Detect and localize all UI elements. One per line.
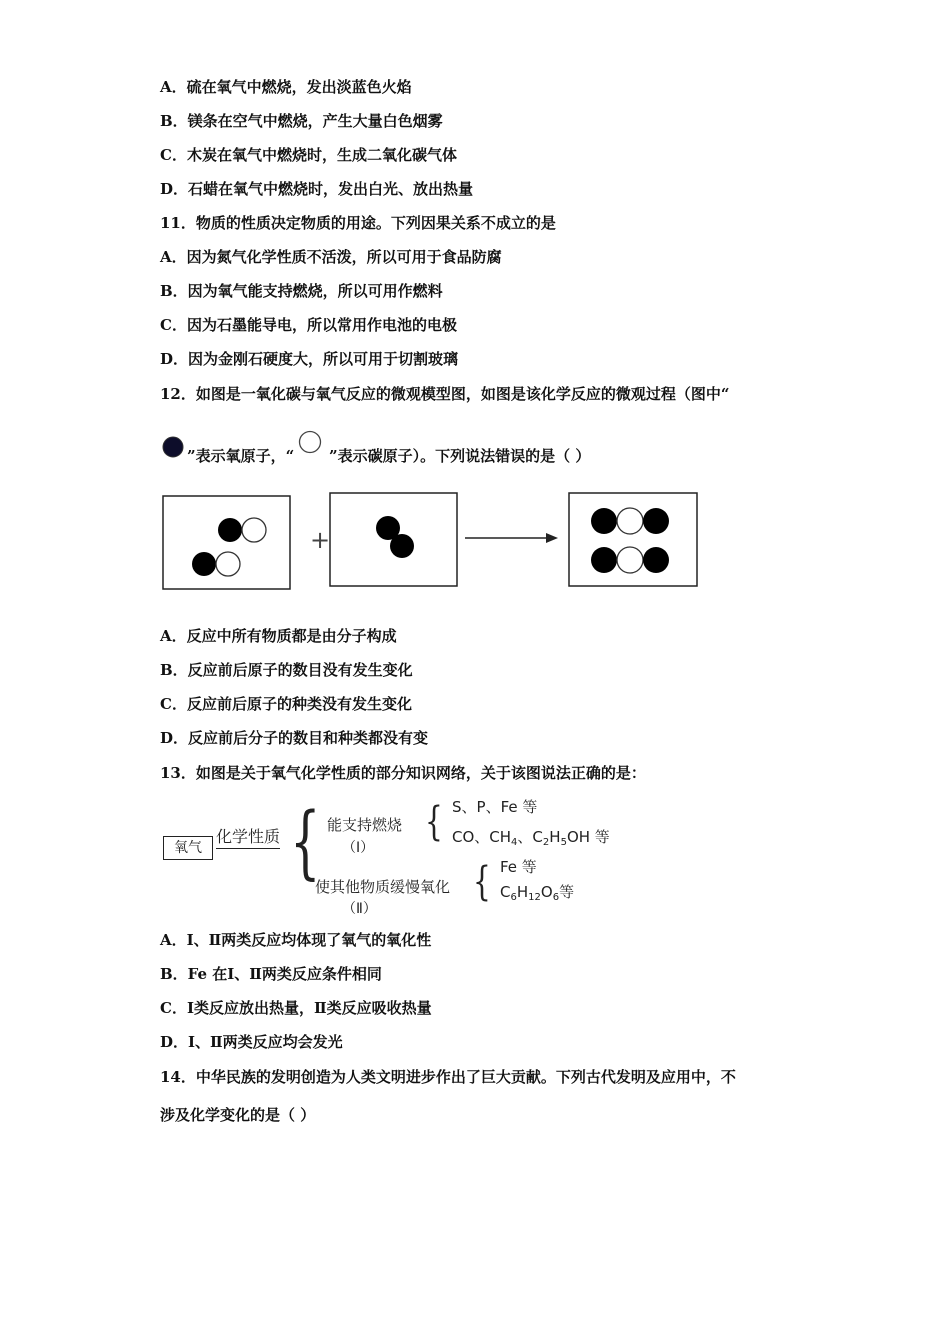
q13-option-c: C．Ⅰ类反应放出热量，Ⅱ类反应吸收热量 bbox=[160, 999, 432, 1017]
q14-stem-line1: 14．中华民族的发明创造为人类文明进步作出了巨大贡献。下列古代发明及应用中，不 bbox=[160, 1068, 736, 1086]
q10-option-c: C．木炭在氧气中燃烧时，生成二氧化碳气体 bbox=[160, 146, 457, 164]
oxygen-atom bbox=[218, 518, 242, 542]
oxygen-atom-legend-icon bbox=[162, 436, 186, 460]
q12-stem-part3: ”表示碳原子）。下列说法错误的是（ ） bbox=[329, 447, 591, 465]
branch-label: 化学性质 bbox=[216, 826, 280, 849]
category-1-brace: { bbox=[425, 799, 443, 845]
category-1-label: 能支持燃烧 bbox=[327, 816, 403, 834]
q11-option-b: B．因为氧气能支持燃烧，所以可用作燃料 bbox=[160, 282, 443, 300]
q13-option-d: D．Ⅰ、Ⅱ两类反应均会发光 bbox=[160, 1033, 343, 1051]
q11-option-d: D．因为金刚石硬度大，所以可用于切割玻璃 bbox=[160, 350, 459, 368]
q12-stem-line1: 12．如图是一氧化碳与氧气反应的微观模型图，如图是该化学反应的微观过程（图中“ bbox=[160, 385, 730, 403]
main-brace: { bbox=[290, 795, 321, 888]
carbon-atom bbox=[242, 518, 266, 542]
carbon-atom-legend-icon bbox=[297, 430, 323, 456]
category-1-item-1: S、P、Fe 等 bbox=[452, 798, 538, 816]
arrow-head bbox=[546, 533, 558, 543]
oxygen-knowledge-network bbox=[160, 792, 630, 917]
q14-stem-line2: 涉及化学变化的是（ ） bbox=[160, 1106, 316, 1124]
q11-option-a: A．因为氮气化学性质不活泼，所以可用于食品防腐 bbox=[160, 248, 502, 266]
carbon-atom bbox=[617, 508, 643, 534]
q12-option-a: A．反应中所有物质都是由分子构成 bbox=[160, 627, 397, 645]
q10-option-a: A．硫在氧气中燃烧，发出淡蓝色火焰 bbox=[160, 78, 412, 96]
category-2-item-2: $C_6H_{12}O_6$等 bbox=[500, 883, 575, 903]
carbon-atom bbox=[216, 552, 240, 576]
oxygen-atom bbox=[591, 547, 617, 573]
category-1-number: （Ⅰ） bbox=[342, 840, 375, 856]
category-2-item-1: Fe 等 bbox=[500, 858, 537, 876]
category-1-item-2: CO、$CH_4$、$C_2H_5OH$ 等 bbox=[452, 828, 610, 848]
q13-option-b: B．Fe 在Ⅰ、Ⅱ两类反应条件相同 bbox=[160, 965, 382, 983]
oxygen-atom bbox=[192, 552, 216, 576]
category-2-brace: { bbox=[473, 859, 491, 905]
oxygen-atom bbox=[591, 508, 617, 534]
category-2-number: （Ⅱ） bbox=[342, 901, 377, 917]
q10-option-b: B．镁条在空气中燃烧，产生大量白色烟雾 bbox=[160, 112, 443, 130]
q12-option-d: D．反应前后分子的数目和种类都没有变 bbox=[160, 729, 429, 747]
q10-option-d: D．石蜡在氧气中燃烧时，发出白光、放出热量 bbox=[160, 180, 474, 198]
root-box: 氧气 bbox=[163, 836, 213, 860]
oxygen-atom bbox=[643, 508, 669, 534]
q12-option-b: B．反应前后原子的数目没有发生变化 bbox=[160, 661, 413, 679]
q13-stem: 13．如图是关于氧气化学性质的部分知识网络，关于该图说法正确的是： bbox=[160, 764, 646, 782]
reaction-diagram bbox=[160, 490, 705, 595]
category-2-label: 使其他物质缓慢氧化 bbox=[315, 878, 451, 896]
q13-option-a: A．Ⅰ、Ⅱ两类反应均体现了氧气的氧化性 bbox=[160, 931, 432, 949]
q12-option-c: C．反应前后原子的种类没有发生变化 bbox=[160, 695, 412, 713]
plus-sign: + bbox=[310, 526, 331, 554]
q12-stem-part2: ”表示氧原子，“ bbox=[187, 447, 295, 465]
q11-option-c: C．因为石墨能导电，所以常用作电池的电极 bbox=[160, 316, 457, 334]
oxygen-atom bbox=[390, 534, 414, 558]
q11-stem: 11．物质的性质决定物质的用途。下列因果关系不成立的是 bbox=[160, 214, 556, 232]
oxygen-atom bbox=[643, 547, 669, 573]
carbon-atom bbox=[617, 547, 643, 573]
